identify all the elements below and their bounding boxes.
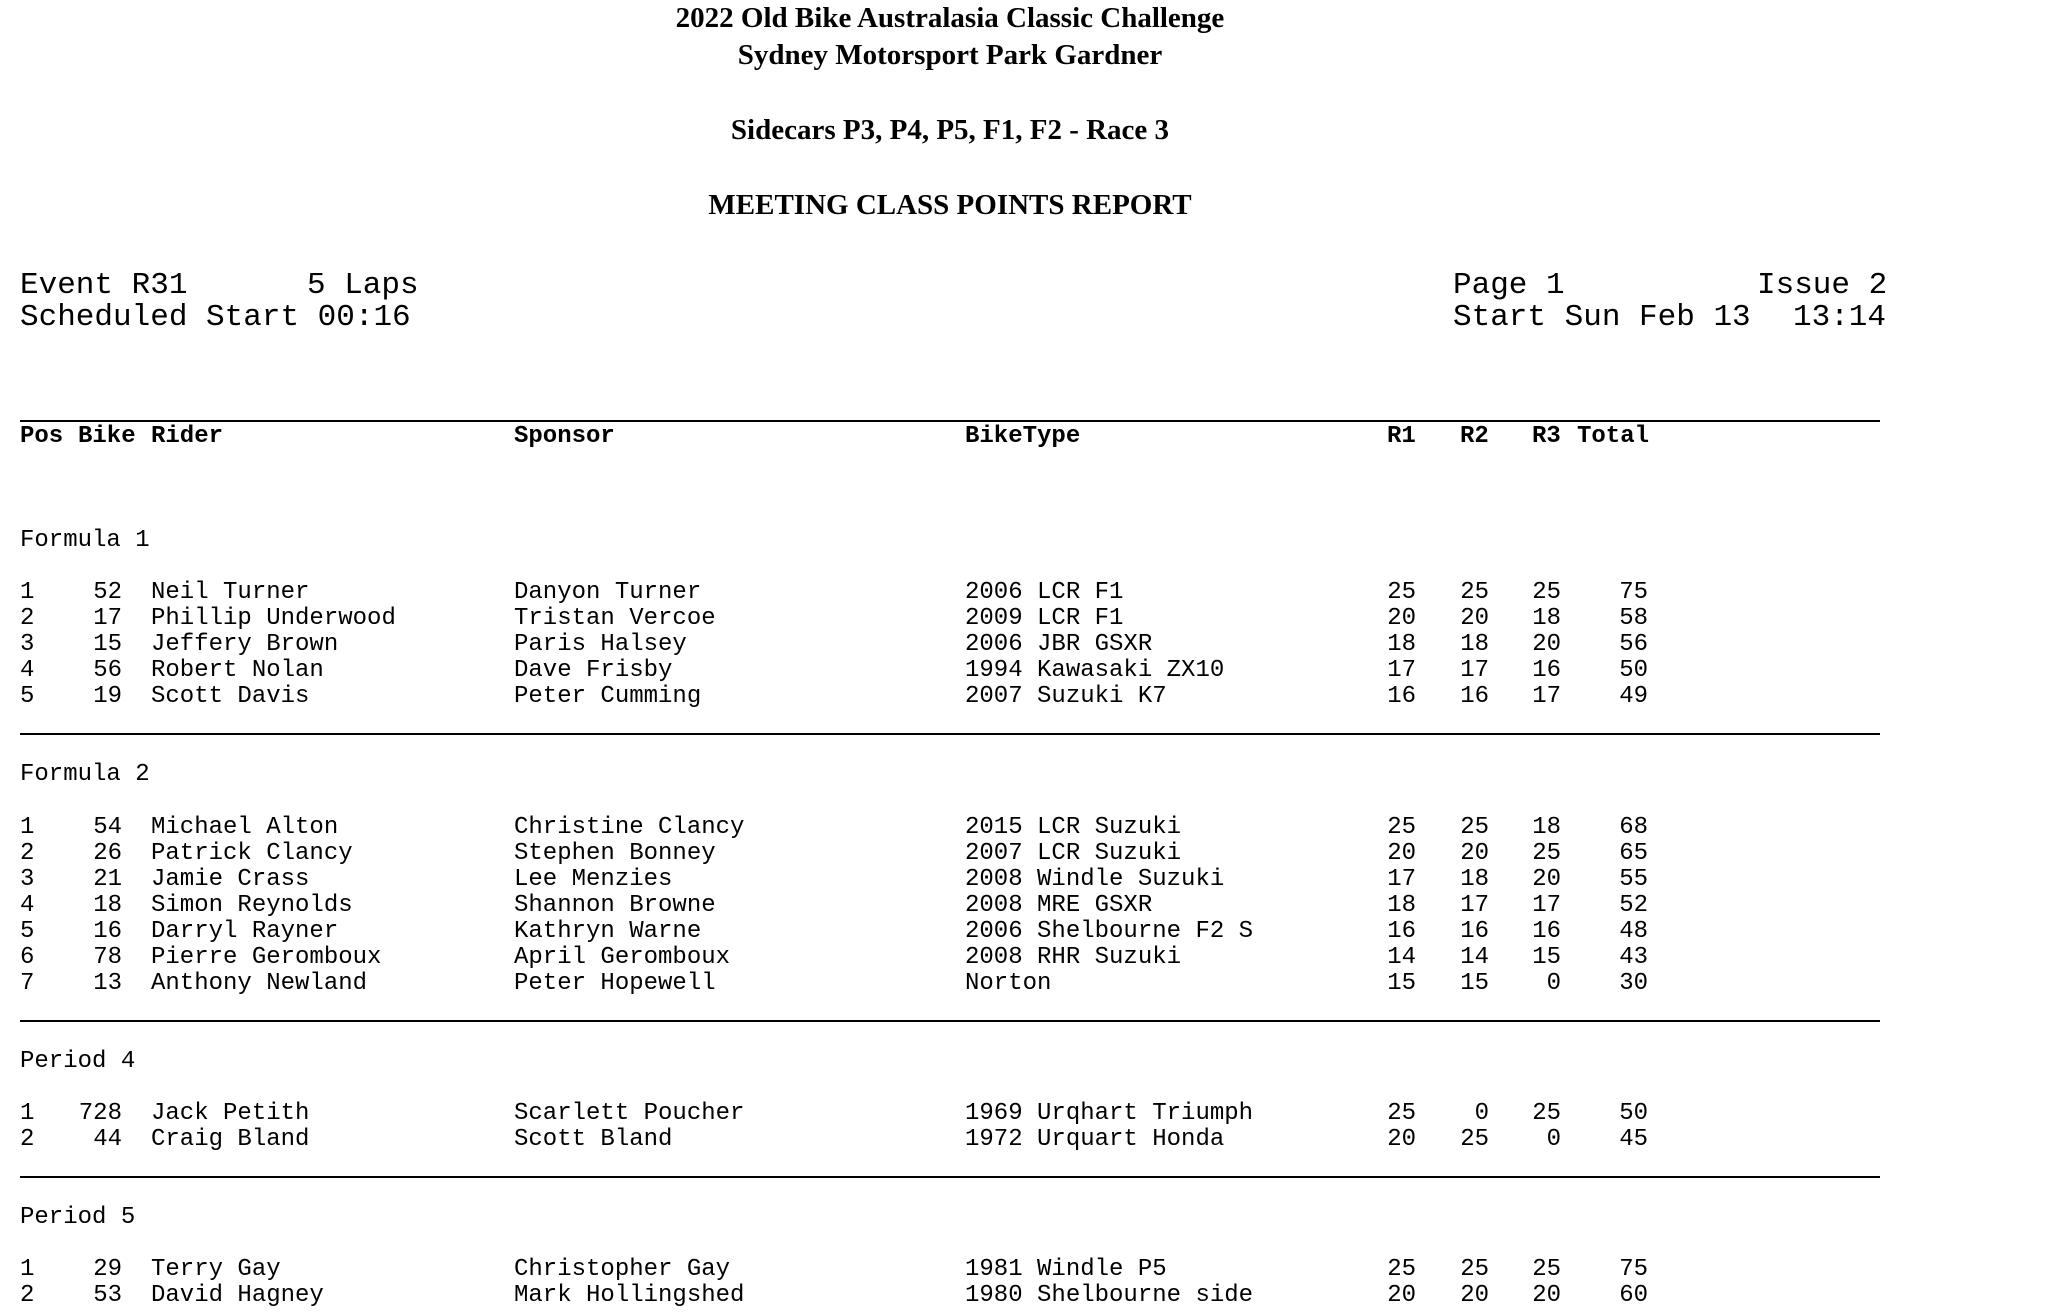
cell-total: 65 bbox=[1619, 840, 1648, 867]
cell-pos: 2 bbox=[20, 840, 35, 867]
cell-rider: Pierre Geromboux bbox=[151, 944, 382, 971]
cell-r2: 18 bbox=[1460, 866, 1489, 893]
cell-r2: 17 bbox=[1460, 657, 1489, 684]
cell-rider: Scott Davis bbox=[151, 683, 310, 710]
cell-rider: Anthony Newland bbox=[151, 970, 368, 997]
cell-biketype: 2008 RHR Suzuki bbox=[965, 944, 1182, 971]
cell-r1: 25 bbox=[1387, 1100, 1416, 1127]
table-row bbox=[0, 1101, 1900, 1127]
cell-total: 45 bbox=[1619, 1126, 1648, 1153]
cell-total: 58 bbox=[1619, 605, 1648, 632]
cell-rider: Darryl Rayner bbox=[151, 918, 339, 945]
event-id: Event R31 bbox=[20, 268, 188, 303]
cell-rider: Jack Petith bbox=[151, 1100, 310, 1127]
cell-biketype: 1981 Windle P5 bbox=[965, 1256, 1167, 1283]
column-r2: R2 bbox=[1460, 423, 1489, 450]
cell-r1: 17 bbox=[1387, 866, 1416, 893]
cell-r3: 20 bbox=[1532, 1282, 1561, 1309]
cell-r2: 20 bbox=[1460, 605, 1489, 632]
cell-bike: 78 bbox=[93, 944, 122, 971]
cell-pos: 1 bbox=[20, 1100, 35, 1127]
event-laps: 5 Laps bbox=[307, 268, 419, 303]
cell-r1: 20 bbox=[1387, 840, 1416, 867]
report-title-line1: 2022 Old Bike Australasia Classic Challenge bbox=[675, 2, 1225, 34]
cell-bike: 21 bbox=[93, 866, 122, 893]
cell-r3: 17 bbox=[1532, 892, 1561, 919]
cell-total: 49 bbox=[1619, 683, 1648, 710]
column-pos: Pos bbox=[20, 423, 64, 450]
cell-bike: 52 bbox=[93, 579, 122, 606]
cell-total: 50 bbox=[1619, 1100, 1648, 1127]
cell-sponsor: Kathryn Warne bbox=[514, 918, 702, 945]
cell-total: 56 bbox=[1619, 631, 1648, 658]
cell-sponsor: Peter Hopewell bbox=[514, 970, 716, 997]
cell-rider: Robert Nolan bbox=[151, 657, 324, 684]
cell-r2: 25 bbox=[1460, 814, 1489, 841]
cell-sponsor: Tristan Vercoe bbox=[514, 605, 716, 632]
section-divider bbox=[20, 1176, 1880, 1178]
cell-pos: 5 bbox=[20, 683, 35, 710]
cell-rider: Michael Alton bbox=[151, 814, 339, 841]
cell-r3: 16 bbox=[1532, 918, 1561, 945]
cell-sponsor: Shannon Browne bbox=[514, 892, 716, 919]
cell-r1: 25 bbox=[1387, 1256, 1416, 1283]
cell-rider: Neil Turner bbox=[151, 579, 310, 606]
cell-pos: 5 bbox=[20, 918, 35, 945]
cell-r2: 14 bbox=[1460, 944, 1489, 971]
cell-biketype: 2006 Shelbourne F2 S bbox=[965, 918, 1254, 945]
cell-pos: 4 bbox=[20, 657, 35, 684]
cell-r2: 25 bbox=[1460, 579, 1489, 606]
page-number: Page 1 bbox=[1453, 268, 1565, 303]
cell-r1: 16 bbox=[1387, 918, 1416, 945]
cell-r3: 0 bbox=[1546, 1126, 1561, 1153]
cell-bike: 56 bbox=[93, 657, 122, 684]
cell-r3: 16 bbox=[1532, 657, 1561, 684]
cell-total: 60 bbox=[1619, 1282, 1648, 1309]
cell-pos: 1 bbox=[20, 579, 35, 606]
table-row bbox=[0, 815, 1900, 841]
cell-sponsor: April Geromboux bbox=[514, 944, 731, 971]
table-row bbox=[0, 1257, 1900, 1283]
cell-biketype: 2007 Suzuki K7 bbox=[965, 683, 1167, 710]
cell-bike: 17 bbox=[93, 605, 122, 632]
cell-bike: 19 bbox=[93, 683, 122, 710]
table-row bbox=[0, 1283, 1900, 1309]
cell-r3: 25 bbox=[1532, 840, 1561, 867]
cell-pos: 7 bbox=[20, 970, 35, 997]
table-row bbox=[0, 867, 1900, 893]
cell-sponsor: Dave Frisby bbox=[514, 657, 673, 684]
cell-sponsor: Scott Bland bbox=[514, 1126, 673, 1153]
cell-r2: 16 bbox=[1460, 918, 1489, 945]
cell-bike: 15 bbox=[93, 631, 122, 658]
cell-rider: Terry Gay bbox=[151, 1256, 281, 1283]
table-row bbox=[0, 606, 1900, 632]
cell-bike: 54 bbox=[93, 814, 122, 841]
cell-r1: 20 bbox=[1387, 605, 1416, 632]
cell-total: 43 bbox=[1619, 944, 1648, 971]
cell-r3: 20 bbox=[1532, 866, 1561, 893]
cell-biketype: 1994 Kawasaki ZX10 bbox=[965, 657, 1225, 684]
scheduled-start: Scheduled Start 00:16 bbox=[20, 300, 411, 335]
table-row bbox=[0, 632, 1900, 658]
cell-r2: 18 bbox=[1460, 631, 1489, 658]
column-r1: R1 bbox=[1387, 423, 1416, 450]
cell-r2: 25 bbox=[1460, 1126, 1489, 1153]
start-time: 13:14 bbox=[1793, 300, 1887, 335]
table-row bbox=[0, 1127, 1900, 1153]
cell-rider: Jamie Crass bbox=[151, 866, 310, 893]
cell-total: 55 bbox=[1619, 866, 1648, 893]
cell-r2: 20 bbox=[1460, 1282, 1489, 1309]
column-bike: Bike bbox=[78, 423, 136, 450]
cell-bike: 44 bbox=[93, 1126, 122, 1153]
cell-pos: 4 bbox=[20, 892, 35, 919]
table-row bbox=[0, 945, 1900, 971]
cell-sponsor: Stephen Bonney bbox=[514, 840, 716, 867]
cell-biketype: 1980 Shelbourne side bbox=[965, 1282, 1254, 1309]
cell-r2: 16 bbox=[1460, 683, 1489, 710]
section-divider bbox=[20, 733, 1880, 735]
cell-rider: Phillip Underwood bbox=[151, 605, 396, 632]
cell-sponsor: Scarlett Poucher bbox=[514, 1100, 745, 1127]
cell-biketype: 1972 Urquart Honda bbox=[965, 1126, 1225, 1153]
cell-sponsor: Mark Hollingshed bbox=[514, 1282, 745, 1309]
cell-r1: 25 bbox=[1387, 814, 1416, 841]
cell-r2: 15 bbox=[1460, 970, 1489, 997]
cell-pos: 2 bbox=[20, 1126, 35, 1153]
column-sponsor: Sponsor bbox=[514, 423, 615, 450]
header-rule bbox=[20, 420, 1880, 422]
cell-rider: Patrick Clancy bbox=[151, 840, 353, 867]
cell-bike: 728 bbox=[78, 1100, 122, 1127]
table-row bbox=[0, 971, 1900, 997]
section-title: Period 5 bbox=[20, 1204, 136, 1231]
start-date: Start Sun Feb 13 bbox=[1453, 300, 1751, 335]
section-title: Formula 2 bbox=[20, 761, 150, 788]
cell-sponsor: Christine Clancy bbox=[514, 814, 745, 841]
cell-total: 68 bbox=[1619, 814, 1648, 841]
cell-r1: 17 bbox=[1387, 657, 1416, 684]
cell-bike: 18 bbox=[93, 892, 122, 919]
table-row bbox=[0, 893, 1900, 919]
cell-biketype: 2008 MRE GSXR bbox=[965, 892, 1153, 919]
cell-pos: 3 bbox=[20, 866, 35, 893]
report-type: MEETING CLASS POINTS REPORT bbox=[708, 189, 1192, 221]
cell-pos: 1 bbox=[20, 814, 35, 841]
column-r3: R3 bbox=[1532, 423, 1561, 450]
cell-r2: 25 bbox=[1460, 1256, 1489, 1283]
cell-rider: Jeffery Brown bbox=[151, 631, 339, 658]
cell-r3: 25 bbox=[1532, 1256, 1561, 1283]
cell-biketype: 2006 LCR F1 bbox=[965, 579, 1124, 606]
cell-r1: 18 bbox=[1387, 892, 1416, 919]
cell-biketype: 2007 LCR Suzuki bbox=[965, 840, 1182, 867]
cell-biketype: 2008 Windle Suzuki bbox=[965, 866, 1225, 893]
cell-biketype: 2009 LCR F1 bbox=[965, 605, 1124, 632]
cell-r3: 20 bbox=[1532, 631, 1561, 658]
cell-total: 75 bbox=[1619, 579, 1648, 606]
cell-pos: 6 bbox=[20, 944, 35, 971]
cell-r2: 17 bbox=[1460, 892, 1489, 919]
cell-rider: David Hagney bbox=[151, 1282, 324, 1309]
table-row bbox=[0, 658, 1900, 684]
section-title: Formula 1 bbox=[20, 527, 150, 554]
race-title: Sidecars P3, P4, P5, F1, F2 - Race 3 bbox=[730, 114, 1170, 146]
cell-bike: 13 bbox=[93, 970, 122, 997]
cell-r1: 14 bbox=[1387, 944, 1416, 971]
section-divider bbox=[20, 1020, 1880, 1022]
cell-sponsor: Peter Cumming bbox=[514, 683, 702, 710]
cell-biketype: 1969 Urqhart Triumph bbox=[965, 1100, 1254, 1127]
cell-r3: 18 bbox=[1532, 605, 1561, 632]
cell-biketype: 2006 JBR GSXR bbox=[965, 631, 1153, 658]
cell-bike: 16 bbox=[93, 918, 122, 945]
column-total: Total bbox=[1577, 423, 1650, 450]
cell-total: 75 bbox=[1619, 1256, 1648, 1283]
cell-r1: 18 bbox=[1387, 631, 1416, 658]
cell-sponsor: Lee Menzies bbox=[514, 866, 673, 893]
cell-r1: 20 bbox=[1387, 1282, 1416, 1309]
column-rider: Rider bbox=[151, 423, 224, 450]
cell-r1: 15 bbox=[1387, 970, 1416, 997]
cell-total: 30 bbox=[1619, 970, 1648, 997]
cell-r2: 20 bbox=[1460, 840, 1489, 867]
column-biketype: BikeType bbox=[965, 423, 1081, 450]
cell-pos: 2 bbox=[20, 1282, 35, 1309]
issue-number: Issue 2 bbox=[1757, 268, 1888, 303]
cell-biketype: Norton bbox=[965, 970, 1052, 997]
cell-sponsor: Christopher Gay bbox=[514, 1256, 731, 1283]
cell-r3: 15 bbox=[1532, 944, 1561, 971]
cell-total: 52 bbox=[1619, 892, 1648, 919]
table-row bbox=[0, 580, 1900, 606]
cell-pos: 2 bbox=[20, 605, 35, 632]
cell-bike: 29 bbox=[93, 1256, 122, 1283]
cell-r3: 18 bbox=[1532, 814, 1561, 841]
cell-bike: 26 bbox=[93, 840, 122, 867]
report-title-line2: Sydney Motorsport Park Gardner bbox=[737, 39, 1163, 71]
cell-r3: 17 bbox=[1532, 683, 1561, 710]
cell-r1: 16 bbox=[1387, 683, 1416, 710]
section-title: Period 4 bbox=[20, 1048, 136, 1075]
table-row bbox=[0, 684, 1900, 710]
cell-biketype: 2015 LCR Suzuki bbox=[965, 814, 1182, 841]
cell-total: 50 bbox=[1619, 657, 1648, 684]
cell-bike: 53 bbox=[93, 1282, 122, 1309]
cell-r3: 0 bbox=[1546, 970, 1561, 997]
cell-rider: Craig Bland bbox=[151, 1126, 310, 1153]
cell-sponsor: Paris Halsey bbox=[514, 631, 687, 658]
cell-r1: 25 bbox=[1387, 579, 1416, 606]
table-row bbox=[0, 841, 1900, 867]
cell-r2: 0 bbox=[1474, 1100, 1489, 1127]
cell-pos: 3 bbox=[20, 631, 35, 658]
cell-r3: 25 bbox=[1532, 1100, 1561, 1127]
cell-sponsor: Danyon Turner bbox=[514, 579, 702, 606]
cell-rider: Simon Reynolds bbox=[151, 892, 353, 919]
cell-pos: 1 bbox=[20, 1256, 35, 1283]
cell-r1: 20 bbox=[1387, 1126, 1416, 1153]
cell-total: 48 bbox=[1619, 918, 1648, 945]
cell-r3: 25 bbox=[1532, 579, 1561, 606]
table-row bbox=[0, 919, 1900, 945]
